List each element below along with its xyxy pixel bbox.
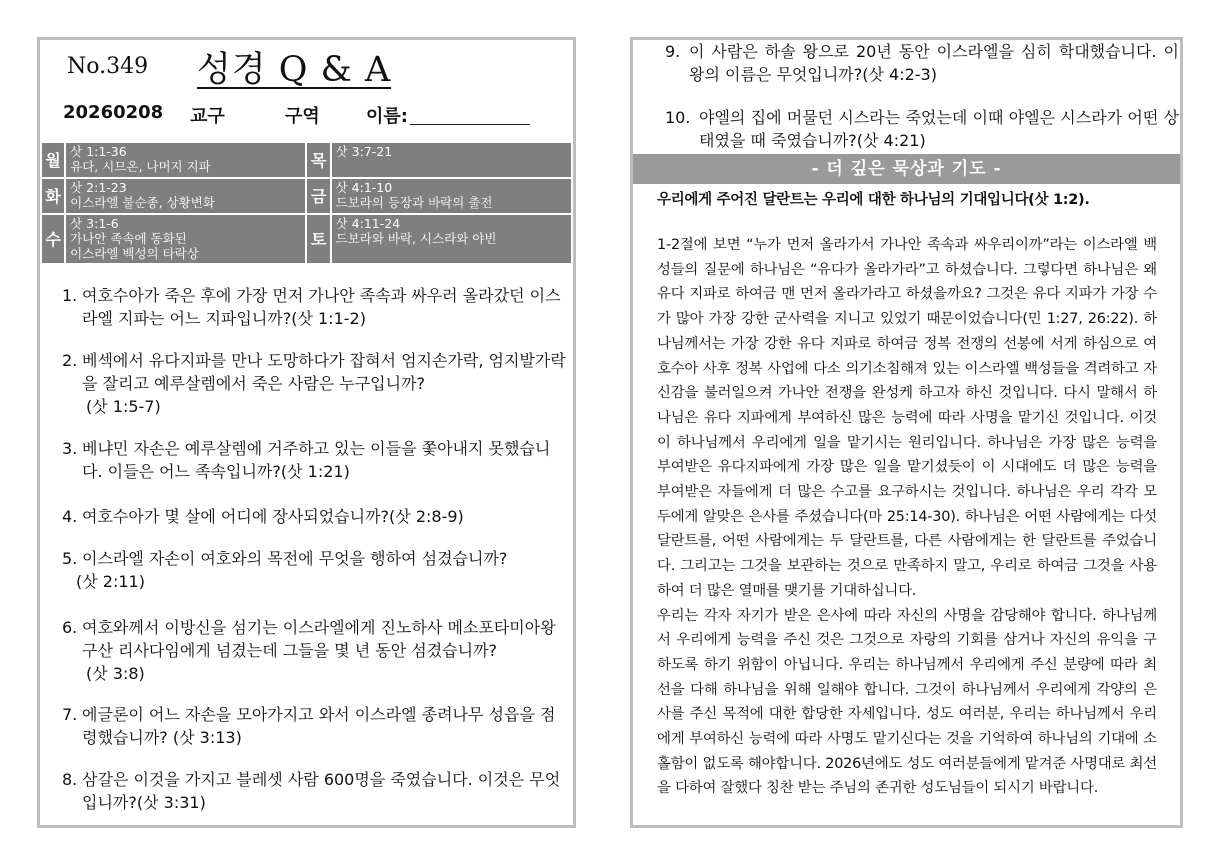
question-text: 여호수아가 몇 살에 어디에 장사되었습니까?(삿 2:8-9) bbox=[82, 507, 464, 526]
schedule-day: 수 bbox=[41, 214, 65, 264]
date: 20260208 bbox=[63, 102, 164, 123]
question-text: 여호수아가 죽은 후에 가장 먼저 가나안 족속과 싸우러 올라갔던 이스라엘 지파는 어느 지파입니까?(삿 1:1-2) bbox=[82, 286, 561, 328]
schedule-desc: 이스라엘 불순종, 상황변화 bbox=[70, 195, 215, 210]
schedule-ref: 삿 3:1-6 bbox=[70, 216, 119, 231]
question-text: 여호와께서 이방신을 섬기는 이스라엘에게 진노하사 메소포타미아왕 구산 리사다임에게 넘겼는데 그들을 몇 년 동안 섬겼습니까? bbox=[82, 618, 556, 660]
schedule-day: 금 bbox=[306, 178, 330, 214]
question-text: 베냐민 자손은 예루살렘에 거주하고 있는 이들을 쫓아내지 못했습니다. 이들은 어느 족속입니까?(삿 1:21) bbox=[82, 439, 551, 481]
question-item bbox=[62, 349, 568, 418]
question-item bbox=[665, 106, 1179, 152]
schedule-day: 목 bbox=[306, 142, 330, 178]
schedule-entry bbox=[331, 214, 572, 264]
question-number: 2. bbox=[62, 351, 78, 370]
schedule-entry bbox=[331, 142, 572, 178]
question-text: 이 사람은 하솔 왕으로 20년 동안 이스라엘을 심히 학대했습니다. 이 왕의 이름은 무엇입니까?(삿 4:2-3) bbox=[689, 42, 1179, 84]
question-text: 베섹에서 유다지파를 만나 도망하다가 잡혀서 엄지손가락, 엄지발가락을 잘리고 예루살렘에서 죽은 사람은 누구입니까? bbox=[82, 351, 566, 393]
question-item bbox=[62, 768, 568, 814]
question-number: 5. bbox=[62, 549, 78, 568]
schedule-day: 월 bbox=[41, 142, 65, 178]
district-label: 구역 bbox=[285, 106, 320, 127]
schedule-desc: 유다, 시므온, 나머지 지파 bbox=[70, 159, 211, 174]
schedule-desc: 드보라와 바락, 시스라와 야빈 bbox=[335, 231, 497, 246]
church-label: 교구 bbox=[190, 106, 225, 127]
question-text: 삼갈은 이것을 가지고 블레셋 사람 600명을 죽였습니다. 이것은 무엇입니까?(삿 3:31) bbox=[82, 770, 561, 812]
question-number: 1. bbox=[62, 286, 78, 305]
name-blank-line bbox=[410, 124, 530, 125]
schedule-ref: 삿 1:1-36 bbox=[70, 144, 127, 159]
question-item bbox=[62, 703, 568, 749]
schedule-day: 토 bbox=[306, 214, 330, 264]
schedule-ref: 삿 3:7-21 bbox=[335, 144, 393, 159]
question-number: 7. bbox=[62, 705, 78, 724]
meditation-banner: - 더 깊은 묵상과 기도 - bbox=[633, 154, 1180, 184]
schedule-desc: 가나안 족속에 동화된 bbox=[70, 231, 187, 246]
name-label: 이름: bbox=[366, 106, 408, 127]
reading-schedule bbox=[40, 141, 573, 265]
schedule-desc: 드보라의 등장과 바락의 출전 bbox=[335, 195, 493, 210]
question-ref: (삿 1:5-7) bbox=[86, 397, 161, 416]
question-text: 이스라엘 자손이 여호와의 목전에 무엇을 행하여 섬겼습니까? bbox=[82, 549, 508, 568]
question-item bbox=[62, 616, 568, 685]
question-number: 10. bbox=[665, 108, 691, 127]
question-text: 야엘의 집에 머물던 시스라는 죽었는데 이때 야엘은 시스라가 어떤 상태였을 때 죽였습니까?(삿 4:21) bbox=[699, 108, 1179, 150]
question-number: 6. bbox=[62, 618, 78, 637]
meditation-subtitle: 우리에게 주어진 달란트는 우리에 대한 하나님의 기대입니다(삿 1:2). bbox=[657, 192, 1090, 208]
question-number: 9. bbox=[665, 42, 681, 61]
question-item bbox=[62, 547, 568, 593]
meditation-body: 1-2절에 보면 “누가 먼저 올라가서 가나안 족속과 싸우리이까”라는 이스라엘 백성들의 질문에 하나님은 “유다가 올라가라”고 하셨습니다. 그렇다면 하나님은 왜 유다 지파로 하여금 맨 먼저 올라가라고 하셨을까요? 그것은 유다 지파가 가장 수가 많아 가장 강한 군사력을 지니고 있었기 때문이었습니다(민 1:27, 26:22). 하나님께서는 가장 강한 유다 지파로 하여금 정복 전쟁의 선봉에 서게 하심으로 여호수아 사후 정복 사업에 다소 의기소침해져 있는 이스라엘 백성들을 격려하고 자신감을 불러일으켜 가나안 전쟁을 완성케 하고자 하신 것입니다. 다시 말해서 하나님은 유다 지파에게 부여하신 많은 능력에 따라 사명을 맡기신 것입니다. 이것이 하나님께서 우리에게 일을 맡기시는 원리입니다. 하나님은 가장 많은 능력을 부여받은 유다지파에게 가장 많은 일을 맡기셨듯이 이 시대에도 더 많은 능력을 부여받은 자들에게 더 많은 수고를 요구하시는 것입니다. 하나님은 우리 각각 모두에게 알맞은 은사를 주셨습니다(마 25:14-30). 하나님은 어떤 사람에게는 다섯 달란트를, 어떤 사람에게는 두 달란트를, 다른 사람에게는 한 달란트를 주었습니다. 그리고는 그것을 보관하는 것으로 만족하지 말고, 우리로 하여금 그것을 사용하여 더 많은 열매를 맺기를 기대하십니다. 우리는 각자 자기가 받은 은사에 따라 자신의 사명을 감당해야 합니다. 하나님께서 우리에게 능력을 주신 것은 그것으로 자랑의 기회를 삼거나 자신의 유익을 구하도록 하기 위함이 아닙니다. 우리는 하나님께서 우리에게 주신 분량에 따라 최선을 다해 하나님을 위해 일해야 합니다. 그것이 하나님께서 우리에게 각양의 은사를 주신 목적에 대한 합당한 자세입니다. 성도 여러분, 우리는 하나님께서 우리에게 부여하신 능력에 따라 사명도 맡기신다는 것을 기억하여 하나님의 기대에 소홀함이 없도록 해야합니다. 2026년에도 성도 여러분들에게 맡겨준 사명대로 최선을 다하여 잘했다 칭찬 받는 주님의 존귀한 성도님들이 되시기 바랍니다. bbox=[657, 237, 1157, 797]
question-ref: (삿 2:11) bbox=[76, 572, 145, 591]
schedule-day: 화 bbox=[41, 178, 65, 214]
question-item bbox=[62, 284, 568, 330]
question-number: 4. bbox=[62, 507, 78, 526]
question-number: 8. bbox=[62, 770, 78, 789]
question-item bbox=[62, 505, 568, 528]
question-text: 에글론이 어느 자손을 모아가지고 와서 이스라엘 종려나무 성읍을 점령했습니까? (삿 3:13) bbox=[82, 705, 556, 747]
question-number: 3. bbox=[62, 439, 78, 458]
question-item bbox=[665, 40, 1179, 86]
schedule-entry bbox=[331, 178, 572, 214]
right-page bbox=[630, 37, 1183, 828]
schedule-desc: 이스라엘 백성의 타락상 bbox=[70, 246, 199, 261]
question-item bbox=[62, 437, 568, 483]
issue-number: No.349 bbox=[67, 54, 149, 79]
question-ref: (삿 3:8) bbox=[86, 664, 145, 683]
page-title: 성경 Q & A bbox=[197, 50, 392, 90]
schedule-ref: 삿 4:1-10 bbox=[335, 180, 393, 195]
schedule-entry bbox=[65, 142, 306, 178]
schedule-entry bbox=[65, 178, 306, 214]
left-page bbox=[37, 37, 576, 828]
schedule-entry bbox=[65, 214, 306, 264]
schedule-ref: 삿 4:11-24 bbox=[335, 216, 401, 231]
schedule-ref: 삿 2:1-23 bbox=[70, 180, 127, 195]
